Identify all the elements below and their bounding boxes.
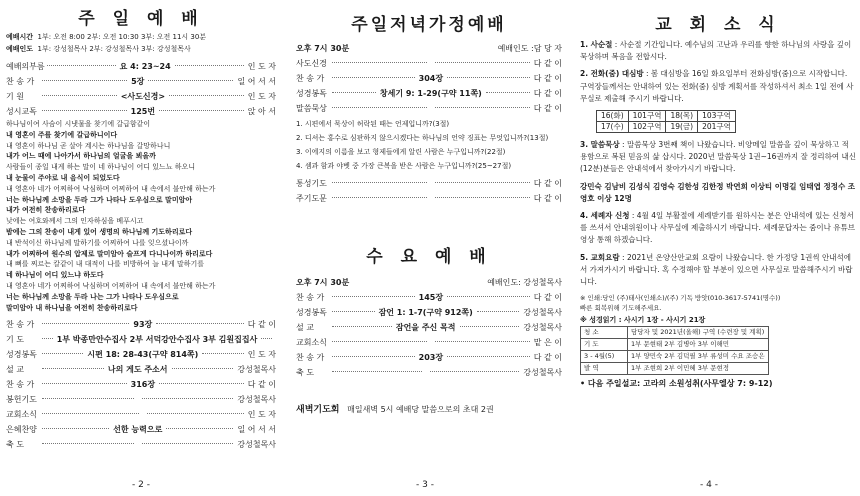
schedule-table	[580, 326, 769, 375]
litany-line: 네 하나님이 어디 있느냐 하도다	[6, 271, 104, 280]
page-2	[6, 0, 276, 496]
dawn-prayer: 새벽기도회 매일새벽 5시 예배당 말씀으로의 초대 2권	[296, 405, 494, 415]
page-title: 주일저녁가정예배	[351, 15, 507, 35]
schedule-cell: 기 도	[581, 339, 628, 351]
litany-line: 내 영혼이 하나님 곧 살아 계시는 하나님을 갈망하나니	[6, 141, 171, 150]
visit-cell: 16(화)	[597, 111, 629, 122]
litany-line: 너는 하나님께 소망을 두라 나는 그가 나타나 도우심으로	[6, 292, 179, 301]
evening-header: 오후 7시 30분 예배인도 :담 당 자	[296, 44, 562, 53]
service-leader: 예배인도 1부: 강성철목사 2부: 강성철목사 3부: 강성철목사	[6, 45, 191, 53]
order-item: 선한 능력으로	[113, 425, 163, 435]
order-leader: 인 도 자	[247, 410, 276, 420]
order-leader: 다 같 이	[247, 380, 276, 390]
page-4	[580, 0, 856, 496]
order-item: 시편 18: 28-43(구약 814쪽)	[87, 350, 199, 360]
litany-line: 내가 어찌하여 원수의 압제로 말미암아 슬프게 다니나이까 하리로다	[6, 249, 213, 258]
page-3	[296, 0, 562, 496]
order-leader: 인 도 자	[247, 350, 276, 360]
order-label: 기 원	[6, 92, 24, 101]
order-label: 사도신경	[296, 59, 327, 68]
order-row	[6, 317, 276, 332]
page-number: - 3 -	[416, 480, 434, 490]
order-label: 주기도문	[296, 194, 327, 203]
schedule-cell: 1부 문현태 2부 김병아 3부 이해민	[628, 339, 769, 351]
order-leader: 앉 아 서	[247, 107, 276, 116]
wednesday-title: 수 요 예 배	[366, 247, 492, 267]
visit-cell: 102구역	[628, 122, 666, 133]
order-row	[296, 320, 562, 335]
order-label: 찬 송 가	[296, 74, 325, 83]
order-item: 1부 박종만안수집사 2부 서덕강안수집사 3부 김원집집사	[56, 335, 258, 345]
order-leader: 다 같 이	[533, 74, 562, 83]
visit-table	[596, 110, 736, 133]
order-label: 봉헌기도	[6, 395, 37, 405]
order-item: 93장	[133, 320, 153, 330]
order-leader: 다 같 이	[533, 104, 562, 113]
schedule-title: ※ 성경읽기 : 사시기 1장 - 사시기 21장	[580, 316, 706, 325]
order-label: 설 교	[6, 365, 24, 375]
questions	[296, 119, 562, 172]
order-item: 125번	[130, 107, 156, 116]
order-row	[296, 191, 562, 206]
order-row	[6, 104, 276, 119]
order-leader: 인 도 자	[247, 62, 276, 71]
litany-line: 내 영혼아 네가 어찌하여 낙심하며 어찌하여 내 속에서 불안해 하는가	[6, 184, 216, 193]
order-item: <사도신경>	[120, 92, 166, 101]
news-item: 1. 사순절 : 사순절 기간입니다. 예수님의 고난과 우리를 향한 하나님의 사랑을 깊이 묵상하며 복음을 전합시다.	[580, 40, 852, 62]
order-leader: 다 같 이	[533, 179, 562, 188]
order-row	[296, 71, 562, 86]
order-label: 성경봉독	[6, 350, 37, 360]
news-item: 5. 교회요람 : 2021년 온양산안교회 요람이 나왔습니다. 한 가정당 1권씩 안내석에서 가져가시기 바랍니다. 혹 수정해야 할 부분이 있으면 사무실로 말씀해주시기 바랍니다.	[580, 252, 853, 287]
question: 3. 이에지의 이름을 보고 형제들에게 알린 사람은 누구입니까?(22절)	[296, 148, 506, 156]
order-leader: 강성철목사	[523, 368, 563, 377]
order-item: 203장	[418, 353, 444, 362]
order-row	[296, 176, 562, 191]
order-leader: 강성철목사	[523, 308, 562, 317]
order-row	[6, 347, 276, 362]
order-leader: 강성철목사	[237, 395, 277, 405]
order-label: 찬 송 가	[6, 320, 35, 330]
order-leader: 강성철목사	[523, 323, 562, 332]
order-row	[296, 335, 562, 350]
litany	[6, 119, 276, 313]
schedule-cell: 3 - 4월(5)	[581, 351, 628, 363]
litany-line: 너는 하나님께 소망을 두라 그가 나타나 도우심으로 말미암아	[6, 195, 193, 204]
litany-line: 내가 여전히 찬송하리로다	[6, 206, 86, 215]
order-row	[296, 365, 562, 380]
litany-line: 내 뼈를 찌르는 칼같이 내 대적이 나를 비방하여 늘 내게 말하기를	[6, 260, 205, 269]
order-leader: 일 어 서 서	[237, 425, 277, 435]
litany-line: 내 영혼아 네가 어찌하여 낙심하며 어찌하여 내 속에서 불안해 하는가	[6, 281, 216, 290]
schedule-cell: 청 소	[581, 327, 628, 339]
order-item: 145장	[418, 293, 444, 302]
litany-line: 내 반석이신 하나님께 말하기를 어찌하여 나를 잊으셨나이까	[6, 238, 189, 247]
order-item: 나의 게도 주소서	[107, 365, 168, 375]
order-item: 잠언을 주신 목적	[395, 323, 456, 332]
order-row	[6, 392, 276, 407]
order-label: 예배의부름	[6, 62, 45, 71]
news-item: 4. 세례자 신청 : 4월 4일 부활절에 세례받기를 원하시는 분은 안내석에 있는 신청서를 쓰셔서 안내위원이나 사무실에 제출하시기 바랍니다. 세례문답자는 줌이나 유튜브 영상 통해 하겠습니다.	[580, 211, 856, 245]
question: 1. 시편에서 묵상이 허락된 때는 언제입니까?(3절)	[296, 120, 450, 128]
order-label: 은혜찬양	[6, 425, 37, 435]
news-item: 3. 말씀묵상 : 말씀묵상 3번째 책이 나왔습니다. 비양메일 말씀을 깊이 묵상하고 적용함으로 복된 믿음의 삶 삽시다. 2020년 말씀묵상 1권~16권까지 잘 정리하여 내신(12분)분들은 안내석에서 찾아가시기 바랍니다.	[580, 140, 857, 174]
order-row	[6, 377, 276, 392]
order-row	[296, 305, 562, 320]
page-title: 주 일 예 배	[78, 9, 204, 29]
schedule-cell: 발 역	[581, 363, 628, 375]
order-leader: 맡 은 이	[533, 338, 562, 347]
schedule-cell: 1부 조현희 2부 이민혜 3부 문현정	[628, 363, 769, 375]
page-number: - 2 -	[132, 480, 150, 490]
order-row	[6, 422, 276, 437]
service-time: 예배시간 1부: 오전 8:00 2부: 오전 10:30 3부: 오전 11시 30분	[6, 33, 207, 41]
order-row	[6, 89, 276, 104]
schedule-cell: 1부 양민숙 2부 김덕필 3부 류성미 수요 조승은	[628, 351, 769, 363]
visit-cell: 19(금)	[666, 122, 698, 133]
wednesday-header: 오후 7시 30분 예배인도: 강성철목사	[296, 278, 562, 287]
litany-line: 하나님이여 사슴이 시냇물을 찾기에 갈급함같이	[6, 120, 151, 128]
litany-line: 사람들이 종일 내게 하는 말이 네 하나님이 어디 있느뇨 하오니	[6, 163, 196, 172]
litany-line: 내 영혼이 주를 찾기에 갈급하니이다	[6, 130, 118, 139]
schedule-cell: 담당자 및 2021년(올해) 구역 (수련장 및 계획)	[628, 327, 769, 339]
order-item: 요 4: 23~24	[119, 62, 171, 71]
imprint: ※ 인쇄:당인 (주)태사(인쇄소)/(주) 기독 방앗(010-3617-5741(명수)) 빠른 회복위해 기도해주세요.	[580, 294, 781, 313]
question: 2. 디셔는 홍수로 심판하지 않으시겠다는 하나님의 언약 징표는 무엇입니까?(13절)	[296, 134, 549, 142]
order-list-2	[6, 317, 276, 452]
order-leader: 강성철목사	[237, 440, 277, 450]
order-row	[296, 56, 562, 71]
visit-cell: 18(목)	[666, 111, 698, 122]
order-leader: 다 같 이	[533, 353, 562, 362]
litany-line: 밤에는 그의 찬송이 내게 있어 생명의 하나님께 기도하리로다	[6, 227, 193, 236]
order-item: 창세기 9: 1-29(구약 11쪽)	[379, 89, 482, 98]
litany-line: 낮에는 여호와께서 그의 인자하심을 베푸시고	[6, 217, 144, 226]
order-label: 찬 송 가	[296, 353, 325, 362]
news-list-2	[580, 139, 856, 205]
order-row	[6, 362, 276, 377]
order-list	[6, 59, 276, 119]
order-leader: 다 같 이	[533, 59, 562, 68]
order-label: 축 도	[296, 368, 314, 377]
order-row	[6, 59, 276, 74]
visit-cell: 17(수)	[597, 122, 629, 133]
order-item: 304장	[418, 74, 444, 83]
litany-line: 내 눈물이 주야로 내 음식이 되었도다	[6, 173, 120, 182]
order-leader: 다 같 이	[533, 89, 562, 98]
order-row	[6, 332, 276, 347]
order-leader: 일 어 서 서	[237, 77, 276, 86]
order-label: 통성기도	[296, 179, 327, 188]
order-row	[296, 86, 562, 101]
litany-line: 말미암아 내 하나님을 여전히 찬송하리로다	[6, 303, 138, 312]
litany-line: 내가 어느 때에 나아가서 하나님의 얼굴을 뵈올까	[6, 152, 156, 161]
visit-cell: 201구역	[698, 122, 736, 133]
order-leader: 강성철목사	[237, 365, 276, 375]
page-number: - 4 -	[700, 480, 718, 490]
order-leader: 다 같 이	[533, 293, 562, 302]
order-label: 축 도	[6, 440, 24, 450]
order-label: 찬 송 가	[296, 293, 325, 302]
order-label: 교회소식	[296, 338, 327, 347]
order-item: 잠언 1: 1-7(구약 912쪽)	[378, 308, 473, 317]
order-row	[296, 290, 562, 305]
order-label: 찬 송 가	[6, 77, 35, 86]
order-leader: 다 같 이	[533, 194, 562, 203]
wednesday-order	[296, 290, 562, 380]
visit-cell: 101구역	[628, 111, 666, 122]
news-list-3	[580, 210, 856, 288]
evening-order-2	[296, 176, 562, 206]
order-item: 5장	[131, 77, 145, 86]
question: 4. 셈과 함과 야벳 중 가장 큰복을 받은 사람은 누구입니까?(25~27절)	[296, 162, 512, 170]
next-sermon: • 다음 주일설교: 고라의 소원성취(사무엘상 7: 9-12)	[580, 379, 773, 389]
order-label: 설 교	[296, 323, 314, 332]
order-row	[6, 437, 276, 452]
order-label: 기 도	[6, 335, 24, 345]
order-label: 교회소식	[6, 410, 37, 420]
order-label: 말씀묵상	[296, 104, 327, 113]
news-list	[580, 39, 856, 105]
order-label: 성경봉독	[296, 89, 327, 98]
news-item: 강민숙 김남비 김성식 김영숙 김한성 김한정 박연희 이상티 이명길 임태엽 정정수 조영호 이상 12명	[580, 181, 856, 203]
order-label: 성경봉독	[296, 308, 327, 317]
order-item: 316장	[130, 380, 156, 390]
order-row	[296, 350, 562, 365]
news-item: 2. 전화(줌) 대심방 : 봄 대심방을 16일 화요일부터 전화심방(줌)으로 시작합니다. 구역장들께서는 안내하여 있는 전화(줌) 심방 계획서를 작성하셔서 최소 1일 전에 사무실로 제출해 주시기 바랍니다.	[580, 69, 854, 103]
order-label: 찬 송 가	[6, 380, 35, 390]
order-leader: 다 같 이	[247, 320, 276, 330]
order-row	[296, 101, 562, 116]
order-leader: 인 도 자	[247, 92, 277, 101]
order-label: 성시교독	[6, 107, 37, 116]
evening-order	[296, 56, 562, 116]
order-row	[6, 74, 276, 89]
order-row	[6, 407, 276, 422]
page-title: 교 회 소 식	[655, 15, 781, 35]
visit-cell: 103구역	[698, 111, 736, 122]
